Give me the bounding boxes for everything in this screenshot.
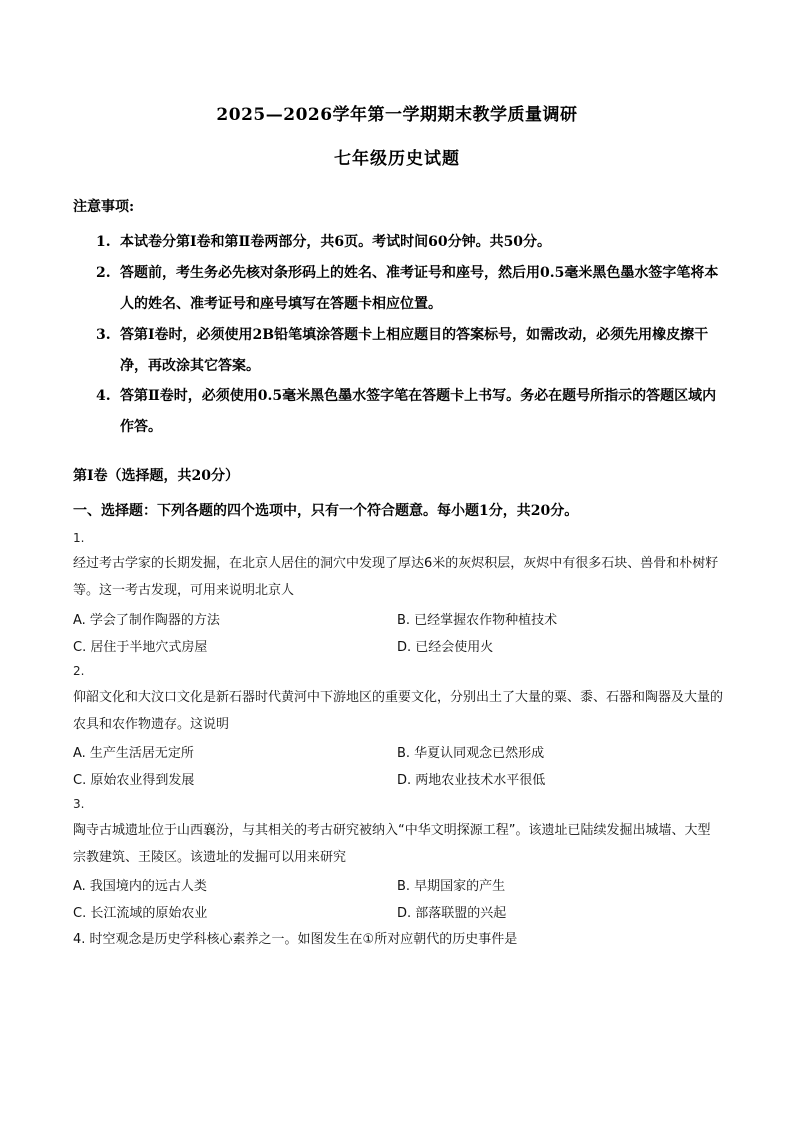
section-instruction: 一、选择题：下列各题的四个选项中，只有一个符合题意。每小题1分，共20分。 (73, 503, 579, 519)
exam-subtitle: 七年级历史试题 (334, 149, 460, 169)
section-heading: 第Ⅰ卷（选择题，共20分） (73, 468, 240, 484)
note-text: 答第Ⅰ卷时，必须使用2B铅笔填涂答题卡上相应题目的答案标号，如需改动，必须先用橡皮擦干净，再改涂其它答案。 (120, 327, 709, 374)
option-c: C. 原始农业得到发展 (73, 773, 195, 788)
option-c: C. 长江流域的原始农业 (73, 906, 208, 921)
option-d: D. 两地农业技术水平很低 (397, 773, 546, 788)
note-number: 1. (96, 234, 111, 250)
question-number: 2. (73, 664, 85, 678)
option-b: B. 华夏认同观念已然形成 (397, 746, 545, 761)
notes-heading: 注意事项: (73, 199, 135, 215)
option-b: B. 早期国家的产生 (397, 879, 506, 894)
question-number: 3. (73, 797, 85, 811)
note-item-1 (96, 227, 726, 258)
option-d: D. 部落联盟的兴起 (397, 906, 507, 921)
note-text: 答题前，考生务必先核对条形码上的姓名、准考证号和座号，然后用0.5毫米黑色墨水签字笔将本人的姓名、准考证号和座号填写在答题卡相应位置。 (120, 265, 719, 312)
note-number: 3. (96, 327, 111, 343)
note-number: 2. (96, 265, 111, 281)
note-item-2 (96, 258, 726, 320)
option-a: A. 生产生活居无定所 (73, 746, 194, 761)
note-item-3 (96, 320, 726, 382)
exam-title: 2025—2026学年第一学期期末教学质量调研 (216, 105, 578, 125)
note-item-4 (96, 381, 726, 443)
note-text: 答第Ⅱ卷时，必须使用0.5毫米黑色墨水签字笔在答题卡上书写。务必在题号所指示的答题区域内作答。 (120, 388, 717, 435)
question-number: 1. (73, 531, 85, 545)
question-stem: 陶寺古城遗址位于山西襄汾，与其相关的考古研究被纳入“中华文明探源工程”。该遗址已陆续发掘出城墙、大型宗教建筑、王陵区。该遗址的发掘可以用来研究 (73, 823, 711, 865)
note-text: 本试卷分第Ⅰ卷和第Ⅱ卷两部分，共6页。考试时间60分钟。共50分。 (120, 234, 552, 250)
note-number: 4. (96, 388, 111, 404)
option-d: D. 已经会使用火 (397, 640, 494, 655)
question-stem: 仰韶文化和大汶口文化是新石器时代黄河中下游地区的重要文化，分别出土了大量的粟、黍、石器和陶器及大量的农具和农作物遗存。这说明 (73, 690, 724, 732)
option-a: A. 我国境内的远古人类 (73, 879, 207, 894)
option-c: C. 居住于半地穴式房屋 (73, 640, 208, 655)
question-stem: 经过考古学家的长期发掘，在北京人居住的洞穴中发现了厚达6米的灰烬积层，灰烬中有很多石块、兽骨和朴树籽等。这一考古发现，可用来说明北京人 (73, 556, 719, 598)
question-stem: 4. 时空观念是历史学科核心素养之一。如图发生在①所对应朝代的历史事件是 (73, 932, 518, 947)
option-a: A. 学会了制作陶器的方法 (73, 613, 220, 628)
option-b: B. 已经掌握农作物种植技术 (397, 613, 558, 628)
